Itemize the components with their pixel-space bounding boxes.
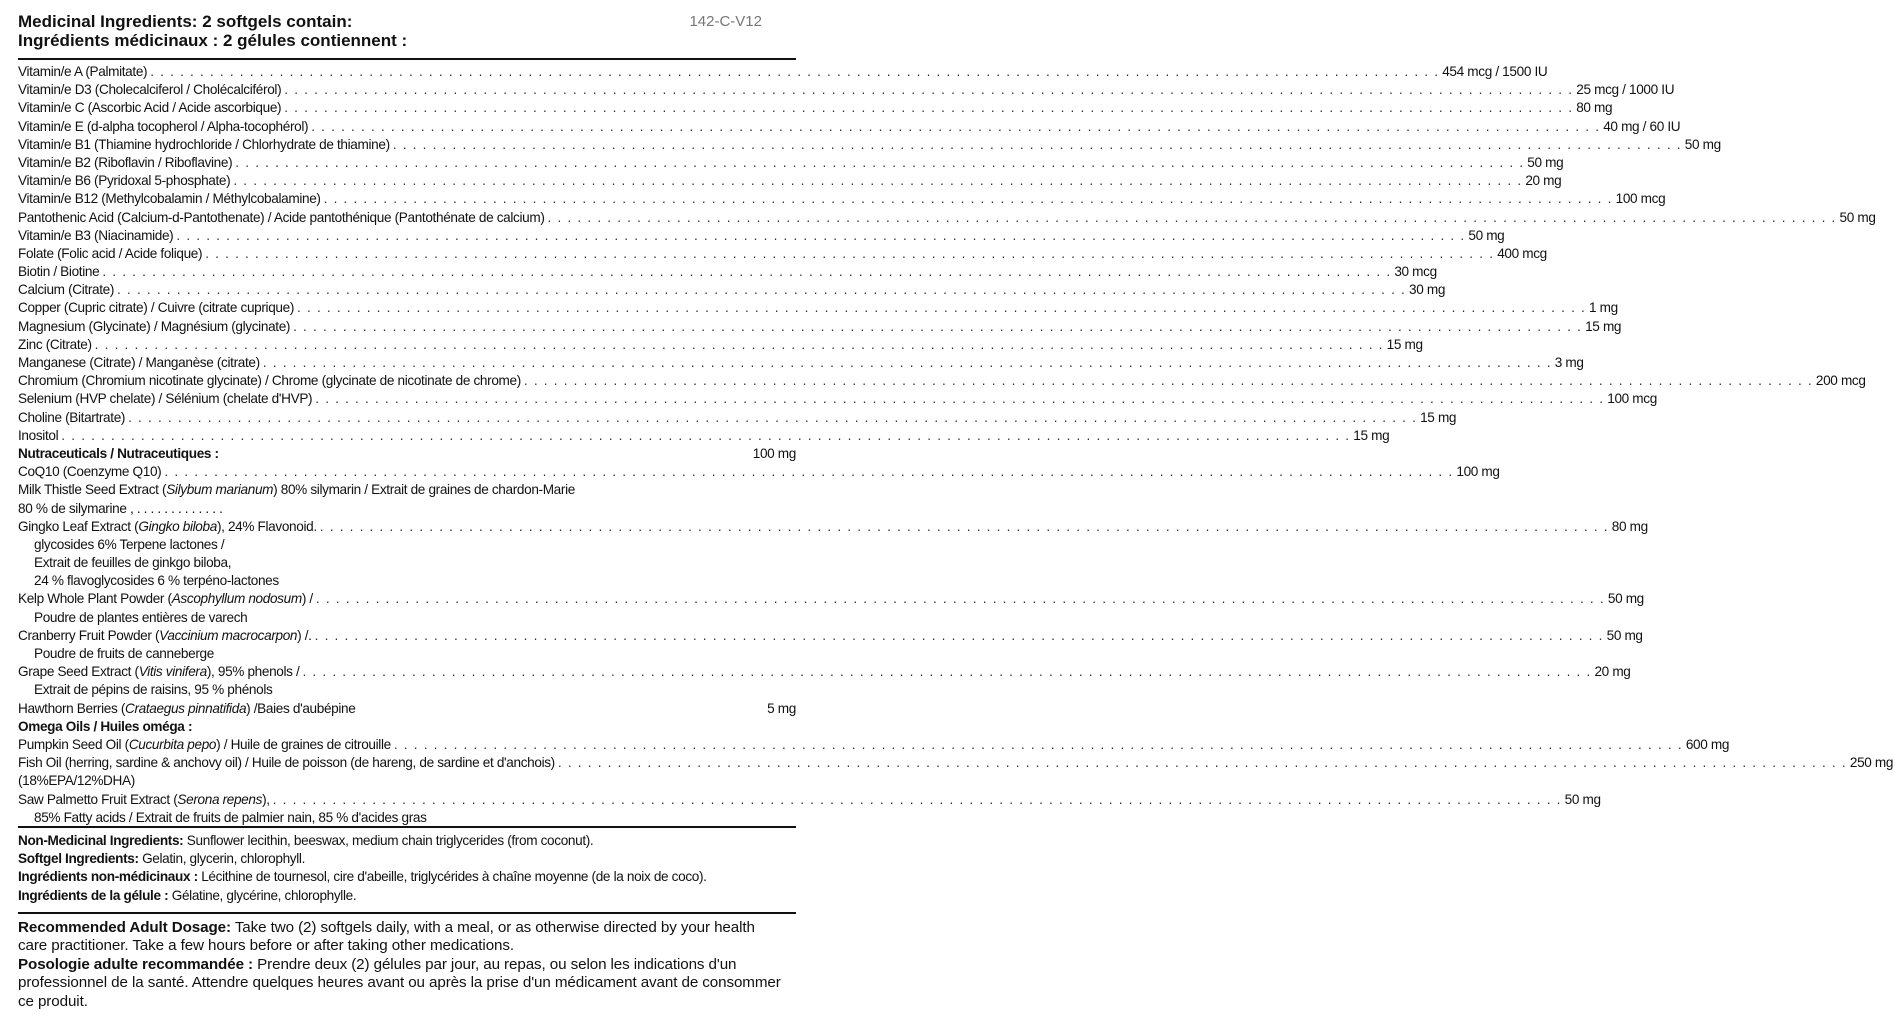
ingredient-continuation: Extrait de feuilles de ginkgo biloba,	[34, 555, 232, 571]
ingredient-row	[18, 263, 1437, 281]
ingredient-row	[18, 81, 1675, 99]
leader-dots	[205, 245, 1494, 263]
vitamin-section	[18, 63, 1876, 445]
softgel-line: Softgel Ingredients: Gelatin, glycerin, chlorophyll.	[18, 851, 305, 867]
ingredient-amount: 15 mg	[1353, 427, 1390, 443]
ingredient-row	[18, 700, 796, 718]
ingredient-amount: 100 mcg	[1607, 391, 1657, 407]
ingredient-name: Pumpkin Seed Oil (Cucurbita pepo) / Huile de graines de citrouille	[18, 736, 391, 752]
non-medicinal-line: Non-Medicinal Ingredients: Sunflower lecithin, beeswax, medium chain triglycerides (from coconut).	[18, 833, 594, 848]
latin-name: Ascophyllum nodosum	[171, 591, 302, 607]
ingredient-amount: 100 mg	[1456, 464, 1500, 480]
ingredient-continuation: Poudre de fruits de canneberge	[34, 646, 214, 661]
ingredient-row	[18, 791, 1601, 809]
ingredient-continuation: Extrait de pépins de raisins, 95 % phénols	[34, 682, 273, 698]
ingredient-name: Hawthorn Berries (Crataegus pinnatifida) /Baies d'aubépine	[18, 700, 356, 716]
leader-dots	[393, 136, 1682, 154]
ingredient-amount: 100 mg	[752, 445, 796, 461]
ingredient-amount: 15 mg	[1585, 318, 1622, 334]
ingredient-name: Choline (Bitartrate)	[18, 409, 126, 425]
ingredient-name: Manganese (Citrate) / Manganèse (citrate)	[18, 355, 260, 370]
nutraceuticals-heading-row	[18, 445, 796, 463]
ingredient-row: Milk Thistle Seed Extract (Silybum marianum) 80% silymarin / Extrait de graines de chardon-Marie	[18, 482, 575, 498]
latin-name: Crataegus pinnatifida	[125, 700, 247, 716]
ingredient-amount: 30 mg	[1409, 282, 1446, 298]
ingredient-row	[18, 63, 1548, 81]
ingredient-amount: 25 mcg / 1000 IU	[1576, 82, 1675, 98]
ingredient-row	[18, 281, 1446, 299]
leader-dots	[284, 81, 1573, 99]
latin-name: Silybum marianum	[166, 482, 274, 498]
ingredient-continuation: 85% Fatty acids / Extrait de fruits de palmier nain, 85 % d'acides gras	[34, 809, 427, 825]
leader-dots	[394, 736, 1683, 754]
ingredient-name: Fish Oil (herring, sardine & anchovy oil) / Huile de poisson (de hareng, de sardine et d'anchois)	[18, 755, 555, 771]
ingredient-row	[18, 463, 1500, 481]
ingredient-row	[18, 354, 1584, 372]
dosage-divider	[18, 912, 796, 914]
ingredient-amount: 100 mcg	[1615, 191, 1666, 207]
ingredient-continuation: 80 % de silymarine , . . . . . . . . . . . . .	[18, 500, 223, 516]
leader-dots	[263, 354, 1552, 372]
ingredient-name: Magnesium (Glycinate) / Magnésium (glycinate)	[18, 318, 291, 334]
ingredient-amount: 50 mg	[1564, 791, 1601, 807]
dosage-section	[18, 919, 788, 1011]
ingredient-row	[18, 336, 1423, 354]
ingredient-name: Vitamin/e D3 (Cholecalciferol / Cholécalciférol)	[18, 82, 282, 98]
ingredient-name: Vitamin/e B12 (Methylcobalamin / Méthylcobalamine)	[18, 191, 321, 207]
latin-name: Vaccinium macrocarpon	[159, 627, 298, 643]
leader-dots	[95, 336, 1384, 354]
ingredient-name: Vitamin/e A (Palmitate)	[18, 64, 148, 79]
ingredient-row	[18, 736, 1730, 754]
ingredient-row	[18, 227, 1505, 245]
product-code: 142-C-V12	[689, 13, 762, 30]
leader-dots	[302, 663, 1591, 681]
ingredient-row	[18, 627, 1643, 645]
ingredient-amount: 50 mg	[1684, 136, 1721, 152]
section-heading: Omega Oils / Huiles oméga :	[18, 718, 193, 734]
leader-dots	[128, 409, 1417, 427]
ingredient-row	[18, 190, 1666, 208]
ingredient-name: Vitamin/e B2 (Riboflavin / Riboflavine)	[18, 154, 233, 170]
ingredient-amount: 3 mg	[1554, 355, 1584, 370]
ingredient-amount: 5 mg	[767, 700, 796, 716]
ingredient-name: Grape Seed Extract (Vitis vinifera), 95% phenols /	[18, 664, 300, 680]
ingredient-row	[18, 590, 1644, 608]
ingredient-amount: 200 mcg	[1815, 373, 1866, 389]
ingredient-list	[18, 63, 1893, 827]
ingredient-amount: 600 mg	[1685, 736, 1730, 752]
leader-dots	[284, 99, 1573, 117]
ingredient-row	[18, 518, 1648, 536]
ingredient-name: Biotin / Biotine	[18, 264, 100, 280]
ingredient-row	[18, 118, 1681, 136]
ingredient-name: Calcium (Citrate)	[18, 282, 115, 298]
ingredient-amount: 50 mg	[1468, 227, 1505, 243]
ingredient-amount: 20 mg	[1594, 664, 1631, 680]
leader-dots	[176, 227, 1465, 245]
ingredient-amount: 400 mcg	[1497, 245, 1547, 261]
omega-heading-row	[18, 718, 796, 736]
latin-name: Gingko biloba	[138, 518, 217, 534]
dosage-english: Recommended Adult Dosage: Take two (2) softgels daily, with a meal, or as otherwise directed by your health care practitioner. Take a few hours before or after taking other medications.	[18, 919, 755, 955]
title-english: Medicinal Ingredients: 2 softgels contain:	[18, 12, 353, 31]
ingredient-name: Saw Palmetto Fruit Extract (Serona repens),	[18, 791, 270, 807]
ingredient-amount: 50 mg	[1527, 154, 1564, 170]
leader-dots	[315, 627, 1604, 645]
ingredient-name: Vitamin/e C (Ascorbic Acid / Acide ascorbique)	[18, 100, 282, 116]
dosage-french: Posologie adulte recommandée : Prendre deux (2) gélules par jour, au repas, ou selon les indications d'un professionnel de la santé. Attendre quelques heures avant ou après la prise d'un médicament avant de consommer ce produit.	[18, 955, 781, 1010]
ingredient-amount: 15 mg	[1386, 336, 1423, 352]
ingredient-continuation: 24 % flavoglycosides 6 % terpéno-lactones	[34, 573, 279, 589]
ingredient-row	[18, 372, 1866, 390]
non-medicinal-ingredients	[18, 832, 796, 905]
leader-dots	[316, 590, 1605, 608]
latin-name: Vitis vinifera	[138, 664, 207, 680]
ingredient-amount: 50 mg	[1606, 627, 1643, 643]
leader-dots	[117, 281, 1406, 299]
ingredient-amount: 454 mcg / 1500 IU	[1442, 64, 1548, 79]
ingredient-row	[18, 245, 1547, 263]
leader-dots	[102, 263, 1391, 281]
ingredient-row	[18, 99, 1613, 117]
ingredient-row	[18, 409, 1457, 427]
ingredient-amount: 15 mg	[1420, 409, 1457, 425]
title-french: Ingrédients médicinaux : 2 gélules contiennent :	[18, 31, 408, 50]
leader-dots	[233, 172, 1522, 190]
ingredient-name: Chromium (Chromium nicotinate glycinate) / Chrome (glycinate de nicotinate de chrome)	[18, 373, 521, 389]
leader-dots	[293, 318, 1582, 336]
ingredient-row	[18, 754, 1893, 772]
ingredient-row	[18, 136, 1721, 154]
leader-dots	[548, 209, 1837, 227]
ingredient-row	[18, 299, 1618, 317]
leader-dots	[315, 390, 1604, 408]
ingredient-name: CoQ10 (Coenzyme Q10)	[18, 464, 162, 480]
ingredient-name: Inositol	[18, 427, 59, 443]
ingredient-continuation: glycosides 6% Terpene lactones /	[34, 536, 225, 552]
softgel-line-fr: Ingrédients de la gélule : Gélatine, glycérine, chlorophylle.	[18, 887, 357, 903]
ingredient-name: Zinc (Citrate)	[18, 336, 92, 352]
ingredient-name: Vitamin/e E (d-alpha tocopherol / Alpha-tocophérol)	[18, 118, 309, 134]
ingredient-name: Pantothenic Acid (Calcium-d-Pantothenate) / Acide pantothénique (Pantothénate de calcium)	[18, 209, 545, 225]
ingredient-row	[18, 209, 1876, 227]
leader-dots	[297, 299, 1586, 317]
ingredient-name: Vitamin/e B1 (Thiamine hydrochloride / Chlorhydrate de thiamine)	[18, 136, 390, 152]
leader-dots	[235, 154, 1524, 172]
ingredient-continuation: (18%EPA/12%DHA)	[18, 773, 135, 789]
leader-dots	[311, 118, 1600, 136]
ingredient-continuation: Poudre de plantes entières de varech	[34, 609, 248, 625]
ingredient-amount: 20 mg	[1525, 173, 1562, 189]
leader-dots	[150, 63, 1439, 81]
ingredient-row	[18, 427, 1390, 445]
ingredient-amount: 80 mg	[1611, 518, 1648, 534]
ingredient-row	[18, 318, 1622, 336]
ingredient-amount: 80 mg	[1576, 100, 1613, 116]
leader-dots	[164, 463, 1453, 481]
ingredient-name: Cranberry Fruit Powder (Vaccinium macrocarpon) /.	[18, 627, 312, 643]
ingredient-row	[18, 390, 1657, 408]
non-medicinal-line-fr: Ingrédients non-médicinaux : Lécithine de tournesol, cire d'abeille, triglycérides à chaîne moyenne (de la noix de coco).	[18, 869, 707, 885]
leader-dots	[558, 754, 1847, 772]
leader-dots	[320, 518, 1609, 536]
ingredient-name: Folate (Folic acid / Acide folique)	[18, 245, 203, 261]
leader-dots	[61, 427, 1350, 445]
ingredient-name: Vitamin/e B3 (Niacinamide)	[18, 227, 174, 243]
section-heading: Nutraceuticals / Nutraceutiques :	[18, 445, 219, 461]
ingredient-amount: 30 mcg	[1394, 264, 1437, 280]
ingredient-amount: 250 mg	[1849, 755, 1893, 771]
leader-dots	[324, 190, 1613, 208]
ingredient-amount: 1 mg	[1589, 300, 1618, 316]
ingredient-amount: 50 mg	[1607, 591, 1644, 607]
ingredients-divider	[18, 826, 796, 828]
ingredient-row	[18, 663, 1631, 681]
ingredient-amount: 50 mg	[1839, 209, 1876, 225]
ingredient-row	[18, 154, 1564, 172]
header-divider	[18, 58, 796, 60]
leader-dots	[273, 791, 1562, 809]
ingredient-name: Copper (Cupric citrate) / Cuivre (citrate cuprique)	[18, 300, 295, 316]
leader-dots	[524, 372, 1813, 390]
ingredient-row	[18, 172, 1562, 190]
ingredient-name: Gingko Leaf Extract (Gingko biloba), 24% Flavonoid.	[18, 518, 317, 534]
label-header	[18, 12, 788, 50]
ingredient-name: Vitamin/e B6 (Pyridoxal 5-phosphate)	[18, 173, 231, 189]
latin-name: Serona repens	[177, 791, 263, 807]
ingredient-name: Selenium (HVP chelate) / Sélénium (chelate d'HVP)	[18, 391, 313, 407]
ingredient-name: Kelp Whole Plant Powder (Ascophyllum nodosum) /	[18, 591, 313, 607]
latin-name: Cucurbita pepo	[128, 736, 217, 752]
ingredient-amount: 40 mg / 60 IU	[1603, 118, 1681, 134]
